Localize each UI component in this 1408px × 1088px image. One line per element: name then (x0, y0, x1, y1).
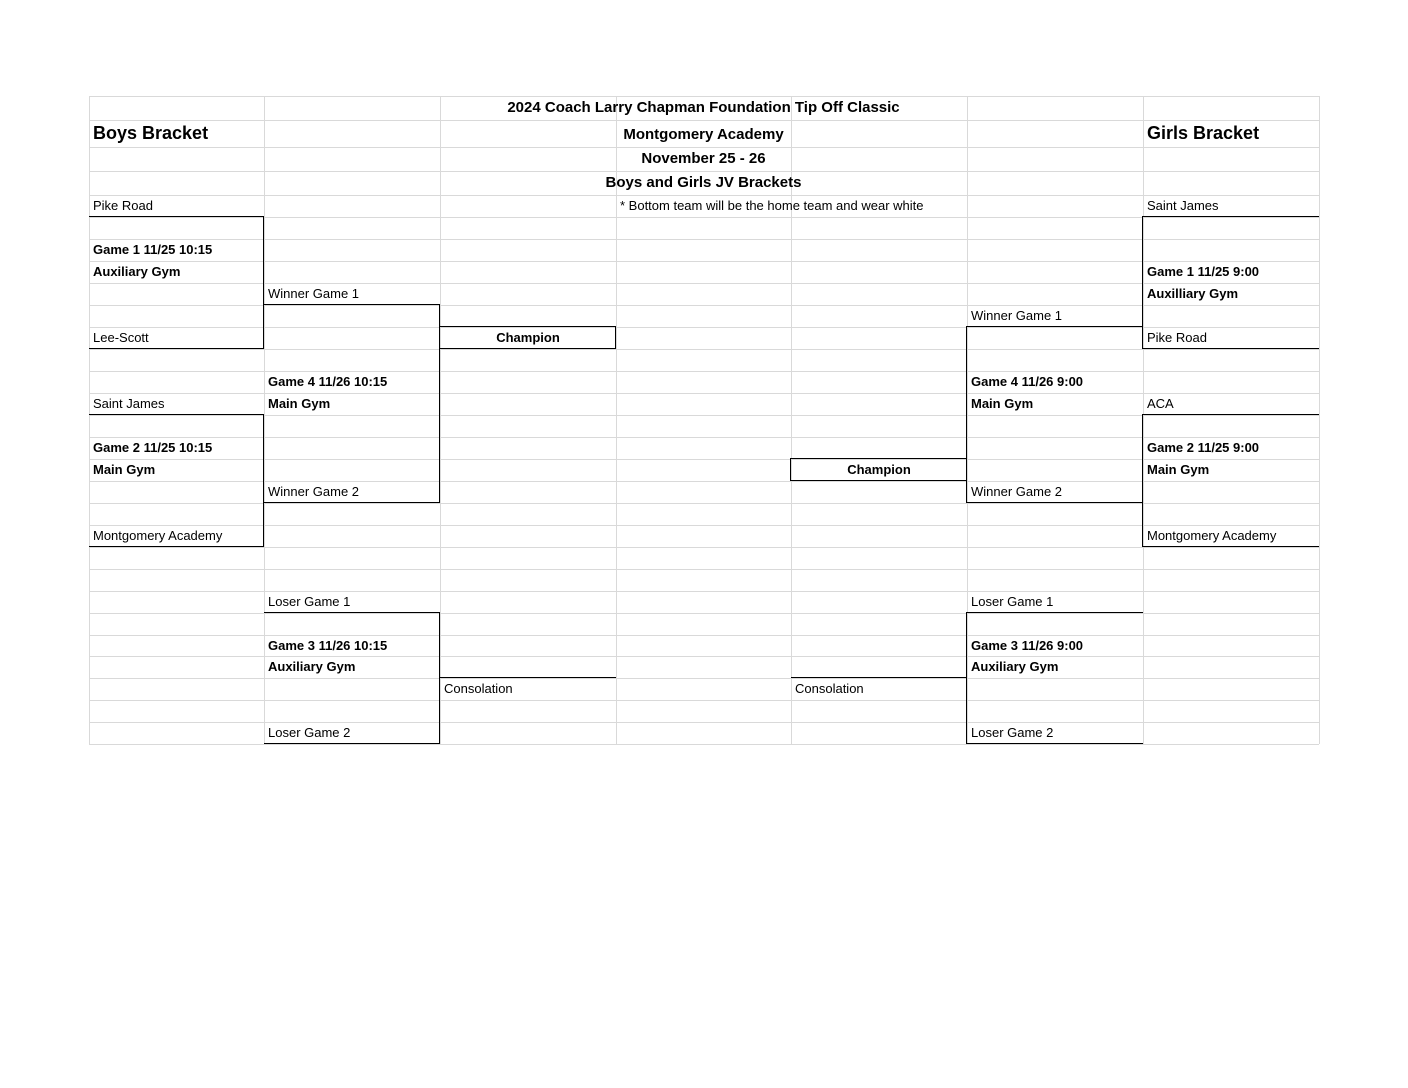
grid-row-line (89, 239, 1319, 240)
boys-loser-game1: Loser Game 1 (268, 594, 351, 609)
boys-team-montgomery-academy: Montgomery Academy (93, 528, 223, 543)
boys-team-lee-scott: Lee-Scott (93, 330, 149, 345)
girls-consolation: Consolation (795, 681, 864, 696)
girls-game2-time: Game 2 11/25 9:00 (1147, 440, 1260, 455)
girls-team-saint-james: Saint James (1147, 198, 1219, 213)
grid-row-line (89, 547, 1319, 548)
boys-game4-gym: Main Gym (268, 396, 331, 411)
grid-row-line (89, 744, 1319, 745)
girls-game2-gym: Main Gym (1147, 462, 1210, 477)
girls-game1-time: Game 1 11/25 9:00 (1147, 264, 1260, 279)
grid-row-line (89, 415, 1319, 416)
grid-row-line (89, 305, 1319, 306)
girls-game3-time: Game 3 11/26 9:00 (971, 638, 1084, 653)
grid-row-line (89, 261, 1319, 262)
boys-champion: Champion (496, 330, 560, 345)
grid-row-line (89, 525, 1319, 526)
grid-row-line (89, 349, 1319, 350)
grid-row-line (89, 503, 1319, 504)
grid-row-line (89, 437, 1319, 438)
girls-winner-game2: Winner Game 2 (971, 484, 1063, 499)
grid-column-line (1319, 96, 1320, 744)
tournament-title: 2024 Coach Larry Chapman Foundation Tip Off Classic (507, 99, 900, 116)
girls-winner-game1: Winner Game 1 (971, 308, 1063, 323)
boys-game3-time: Game 3 11/26 10:15 (268, 638, 388, 653)
venue: Montgomery Academy (623, 126, 784, 143)
boys-consolation: Consolation (444, 681, 513, 696)
boys-game4-time: Game 4 11/26 10:15 (268, 374, 388, 389)
home-team-note: * Bottom team will be the home team and wear white (620, 198, 924, 213)
boys-game3-gym: Auxiliary Gym (268, 659, 356, 674)
girls-game4-time: Game 4 11/26 9:00 (971, 374, 1084, 389)
boys-loser-game2: Loser Game 2 (268, 725, 351, 740)
girls-loser-game1: Loser Game 1 (971, 594, 1054, 609)
girls-team-pike-road: Pike Road (1147, 330, 1207, 345)
girls-team-aca: ACA (1147, 396, 1174, 411)
boys-team-saint-james: Saint James (93, 396, 165, 411)
girls-game3-gym: Auxiliary Gym (971, 659, 1059, 674)
boys-winner-game2: Winner Game 2 (268, 484, 360, 499)
girls-bracket-label: Girls Bracket (1147, 123, 1260, 143)
bracket-sheet (89, 96, 1319, 744)
girls-champion: Champion (847, 462, 911, 477)
grid-column-line (89, 96, 90, 744)
grid-row-line (89, 700, 1319, 701)
girls-team-montgomery-academy: Montgomery Academy (1147, 528, 1277, 543)
grid-row-line (89, 459, 1319, 460)
event-subtitle: Boys and Girls JV Brackets (605, 174, 802, 191)
grid-row-line (89, 217, 1319, 218)
girls-game1-gym: Auxilliary Gym (1147, 286, 1239, 301)
grid-row-line (89, 613, 1319, 614)
grid-row-line (89, 569, 1319, 570)
boys-game2-time: Game 2 11/25 10:15 (93, 440, 213, 455)
event-dates: November 25 - 26 (641, 150, 766, 167)
boys-team-pike-road: Pike Road (93, 198, 153, 213)
boys-game1-gym: Auxiliary Gym (93, 264, 181, 279)
grid-row-line (89, 327, 1319, 328)
boys-game2-gym: Main Gym (93, 462, 156, 477)
grid-column-line (1143, 96, 1144, 744)
boys-game1-time: Game 1 11/25 10:15 (93, 242, 213, 257)
girls-game4-gym: Main Gym (971, 396, 1034, 411)
girls-loser-game2: Loser Game 2 (971, 725, 1054, 740)
grid-row-line (89, 678, 1319, 679)
boys-bracket-label: Boys Bracket (93, 123, 209, 143)
boys-winner-game1: Winner Game 1 (268, 286, 360, 301)
grid-row-line (89, 120, 1319, 121)
